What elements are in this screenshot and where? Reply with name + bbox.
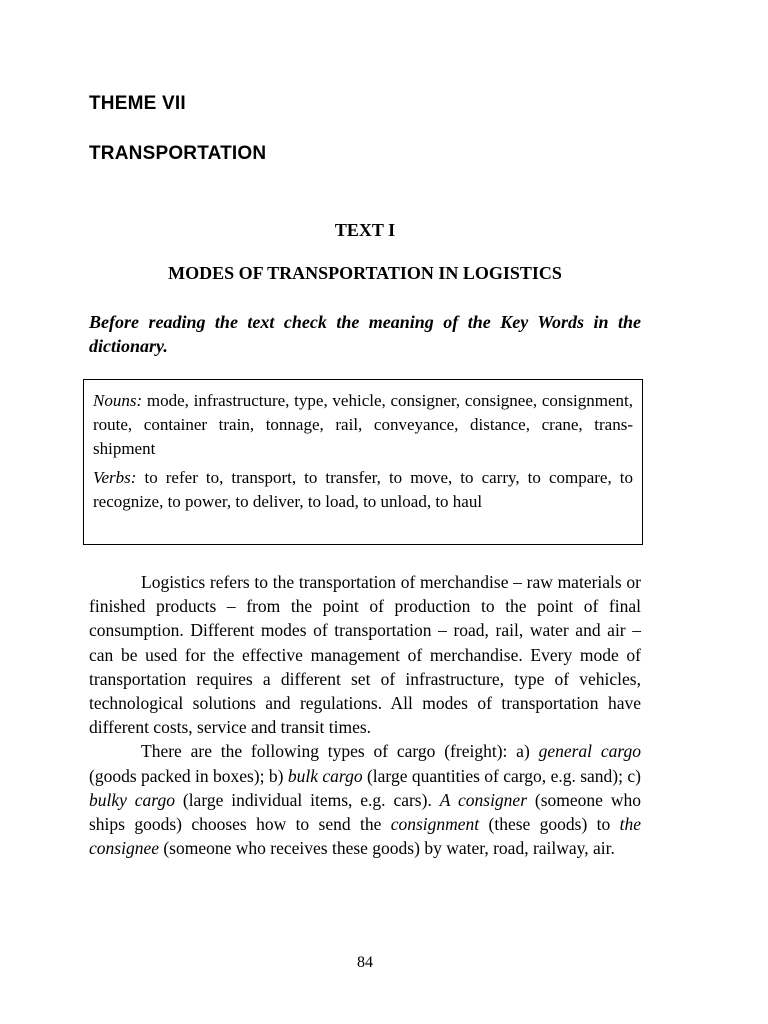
text-number-heading: TEXT I xyxy=(334,220,396,240)
p2-segment-1: There are the following types of cargo (freight): a) xyxy=(141,741,539,762)
p2-segment-4: (large individual items, e.g. cars). xyxy=(174,789,440,810)
verbs-list: to refer to, transport, to transfer, to move, to carry, to compare, to recognize, to power, to deliver, to load, to unload, to haul xyxy=(93,468,633,511)
term-consigner: A consigner xyxy=(439,789,528,810)
theme-title-heading: TRANSPORTATION xyxy=(89,143,267,164)
text-title-heading: MODES OF TRANSPORTATION IN LOGISTICS xyxy=(168,263,562,283)
verbs-line xyxy=(93,466,633,514)
nouns-line xyxy=(93,389,633,461)
p2-segment-7: (someone who receives these goods) by water, road, railway, air. xyxy=(158,838,615,859)
nouns-label: Nouns: xyxy=(93,391,143,410)
p2-segment-3: (large quantities of cargo, e.g. sand); c) xyxy=(362,765,641,786)
theme-number-heading: THEME VII xyxy=(89,93,186,114)
main-text xyxy=(89,570,641,860)
paragraph-1: Logistics refers to the transportation of merchandise – raw materials or finished products – from the point of production to the point of final consumption. Different modes of transportation – road, rail, water and air – can be used for the effective management of merchandise. Every mode of transportation requires a different set of infrastructure, type of vehicles, technological solutions and regulations. All modes of transportation have different costs, service and transit times. xyxy=(89,572,641,738)
term-bulk-cargo: bulk cargo xyxy=(287,765,363,786)
term-consignment: consignment xyxy=(390,814,480,835)
p2-segment-5: (someone who ships goods) chooses how to send the xyxy=(89,789,641,835)
term-general-cargo: general cargo xyxy=(538,741,641,762)
nouns-list: mode, infrastructure, type, vehicle, consigner, consignee, consignment, route, container train, tonnage, rail, conveyance, distance, crane, trans-shipment xyxy=(93,391,633,458)
p2-segment-2: (goods packed in boxes); b) xyxy=(89,765,288,786)
page-number: 84 xyxy=(357,954,373,971)
verbs-label: Verbs: xyxy=(93,468,137,487)
term-consignee: the consignee xyxy=(89,814,642,859)
paragraph-2 xyxy=(89,739,641,860)
term-bulky-cargo: bulky cargo xyxy=(89,789,175,810)
p2-segment-6: (these goods) to xyxy=(479,814,620,835)
reading-instruction: Before reading the text check the meaning of the Key Words in the dictionary. xyxy=(89,312,641,356)
key-words-box xyxy=(83,379,643,545)
